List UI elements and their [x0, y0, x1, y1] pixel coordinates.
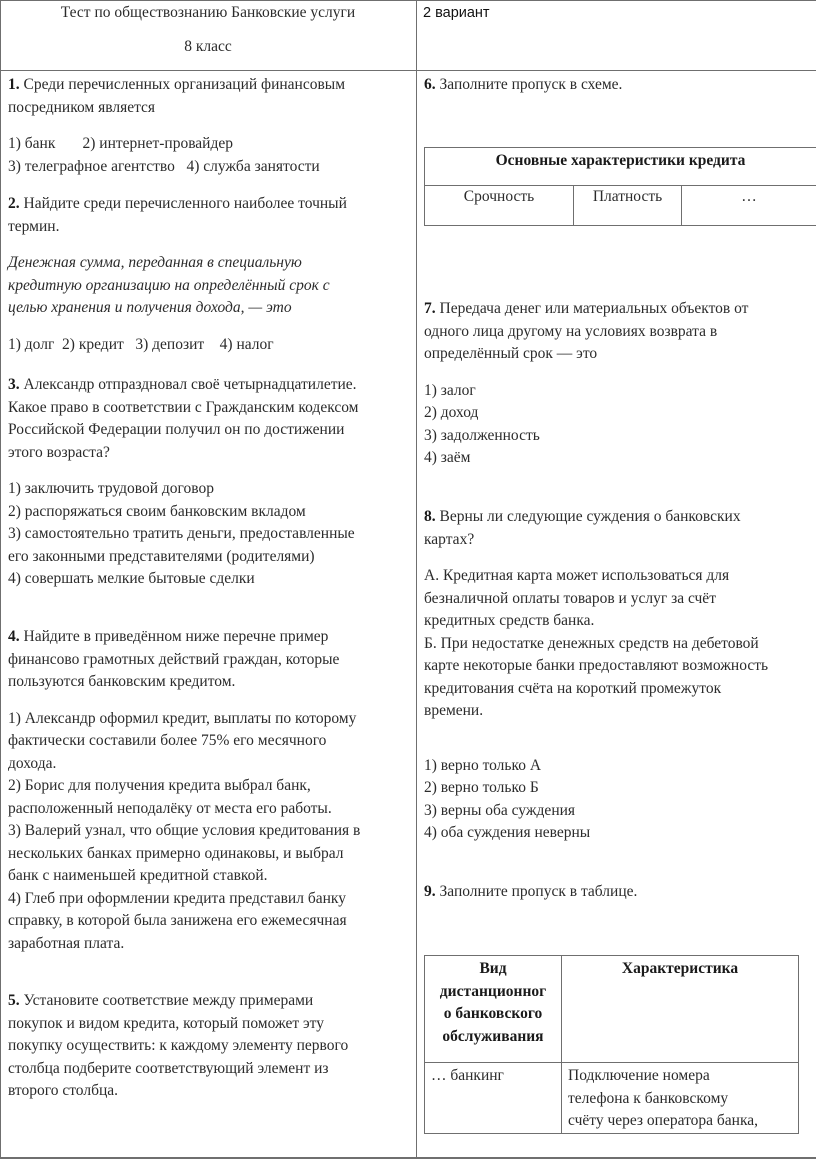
question-1: 1. Среди перечисленных организаций финансовым посредником является 1) банк 2) интернет-провайдер 3) телеграфное агентство 4) служба занятости	[8, 74, 413, 178]
outer-border-top	[0, 0, 816, 1]
credit-table-cell: Срочность	[425, 186, 574, 226]
question-3-options: 1) заключить трудовой договор	[8, 480, 214, 497]
remote-banking-header-characteristic: Характеристика	[562, 956, 799, 1063]
question-8: 8. Верны ли следующие суждения о банковских картах? А. Кредитная карта может использоваться для безналичной оплаты товаров и услуг за счёт кредитных средств банка. Б. При недостатке денежных средств на дебетовой карте некоторые банки предоставляют возможность кредитования счёта на короткий промежуток времени. 1) верно только А 2) верно только Б 3) верны оба суждения 4) оба суждения неверны	[424, 506, 816, 845]
table-row	[425, 1063, 799, 1134]
question-7-options: 1) залог	[424, 381, 476, 399]
question-3: 3. Александр отпраздновал своё четырнадцатилетие. Какое право в соответствии с Гражданским кодексом Российской Федерации получил он по достижении этого возраста? 1) заключить трудовой договор 2) распоряжаться своим банковским вкладом 3) самостоятельно тратить деньги, предоставленные его законными представителями (родителями) 4) совершать мелкие бытовые сделки	[8, 374, 413, 591]
question-9: 9. Заполните пропуск в таблице.	[424, 883, 638, 900]
credit-table-cell: Платность	[574, 186, 682, 226]
question-2-options: 1) долг 2) кредит 3) депозит 4) налог	[8, 335, 274, 353]
question-4: 4. Найдите в приведённом ниже перечне пример финансово грамотных действий граждан, которые пользуются банковским кредитом. 1) Александр оформил кредит, выплаты по которому фактически составили более 75% его месячного дохода. 2) Борис для получения кредита выбрал банк, расположенный неподалёку от места его работы. 3) Валерий узнал, что общие условия кредитования в нескольких банках примерно одинаковы, и выбрал банк с наименьшей кредитной ставкой. 4) Глеб при оформлении кредита представил банку справку, в которой была занижена его ежемесячная заработная плата.	[8, 626, 413, 955]
remote-banking-table	[424, 955, 799, 1134]
question-8-statements: А. Кредитная карта может использоваться для	[424, 567, 730, 584]
header-divider	[0, 70, 816, 71]
document-title: Тест по обществознанию Банковские услуги	[60, 4, 356, 21]
question-5: 5. Установите соответствие между примерами покупок и видом кредита, который поможет эту покупку осуществить: к каждому элементу первого столбца подберите соответствующий элемент из второго столбца.	[8, 992, 349, 1099]
grade-label: 8 класс	[184, 38, 232, 55]
credit-table-header: Основные характеристики кредита	[425, 148, 816, 186]
credit-characteristics-table	[424, 147, 816, 226]
question-8-options: 1) верно только А	[424, 756, 542, 774]
outer-border-left	[0, 0, 1, 1159]
question-1-text: 1. Среди перечисленных организаций финансовым	[8, 76, 346, 93]
column-divider	[416, 0, 417, 1159]
question-7: 7. Передача денег или материальных объектов от одного лица другому на условиях возврата в определённый срок — это 1) залог 2) доход 3) задолженность 4) заём	[424, 298, 814, 470]
variant-label: 2 вариант	[423, 5, 490, 21]
question-4-options: 1) Александр оформил кредит, выплаты по которому	[8, 709, 357, 727]
question-2: 2. Найдите среди перечисленного наиболее точный термин. Денежная сумма, переданная в специальную кредитную организацию на определённый срок с целью хранения и получения дохода, — это 1) долг 2) кредит 3) депозит 4) налог	[8, 193, 413, 356]
question-1-options: 1) банк 2) интернет-провайдер	[8, 135, 233, 152]
credit-table-blank-cell: …	[682, 186, 816, 226]
question-2-definition: Денежная сумма, переданная в специальную	[8, 254, 302, 271]
remote-banking-description-cell: Подключение номера телефона к банковскому счёту через оператора банка,	[562, 1063, 799, 1134]
remote-banking-type-cell: … банкинг	[425, 1063, 562, 1134]
outer-border-bottom	[0, 1157, 816, 1159]
question-6: 6. Заполните пропуск в схеме.	[424, 76, 623, 93]
remote-banking-header-type: Вид дистанционног о банковского обслуживания	[425, 956, 562, 1063]
